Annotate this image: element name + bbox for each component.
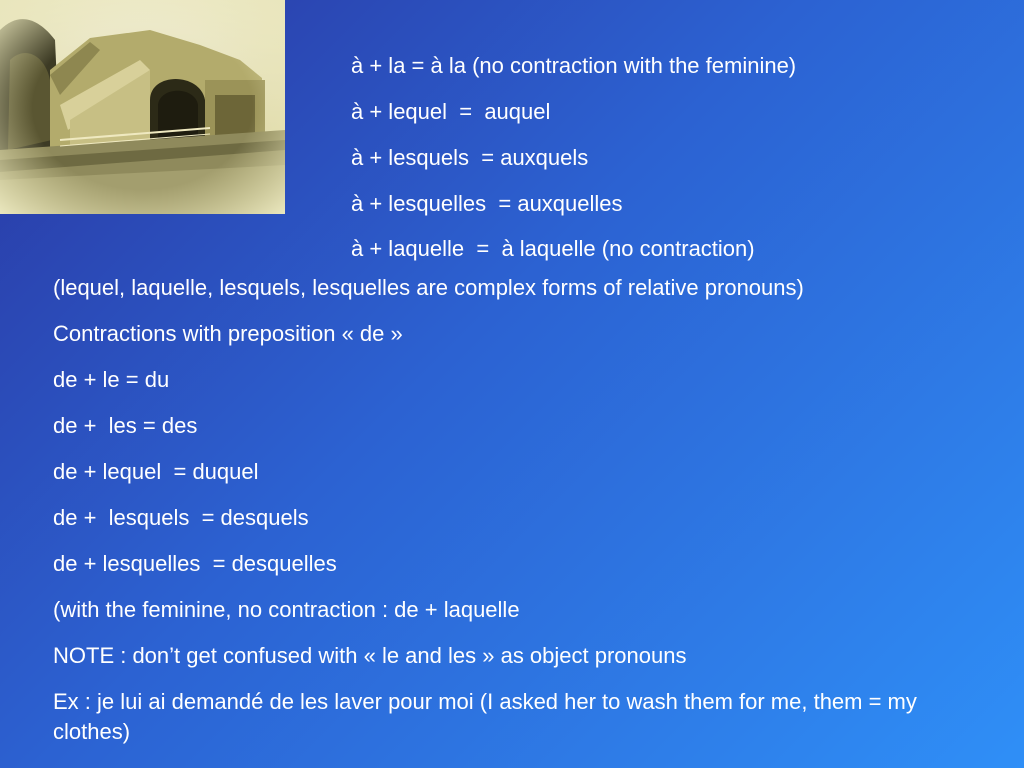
contraction-de-lesquelles: de + lesquelles = desquelles — [53, 551, 337, 576]
ruins-photo — [0, 0, 285, 214]
feminine-no-contraction-note: (with the feminine, no contraction : de + laquelle — [53, 597, 520, 622]
contraction-a-laquelle: à + laquelle = à laquelle (no contraction) — [351, 236, 755, 261]
contraction-de-les: de + les = des — [53, 413, 198, 438]
object-pronouns-note: NOTE : don’t get confused with « le and les » as object pronouns — [53, 643, 687, 668]
contraction-de-lequel: de + lequel = duquel — [53, 459, 259, 484]
contraction-a-la: à + la = à la (no contraction with the feminine) — [351, 53, 797, 78]
contraction-a-lesquelles: à + lesquelles = auxquelles — [351, 191, 623, 216]
ruins-photo-image — [0, 0, 285, 214]
contraction-de-lesquels: de + lesquels = desquels — [53, 505, 309, 530]
contraction-de-le: de + le = du — [53, 367, 170, 392]
contraction-a-lesquels: à + lesquels = auxquels — [351, 145, 589, 170]
example-sentence: Ex : je lui ai demandé de les laver pour moi (I asked her to wash them for me, them = my clothes) — [53, 689, 924, 744]
relative-pronouns-note: (lequel, laquelle, lesquels, lesquelles are complex forms of relative pronouns) — [53, 275, 804, 300]
contraction-a-lequel: à + lequel = auquel — [351, 99, 551, 124]
de-contractions-heading: Contractions with preposition « de » — [53, 321, 403, 346]
